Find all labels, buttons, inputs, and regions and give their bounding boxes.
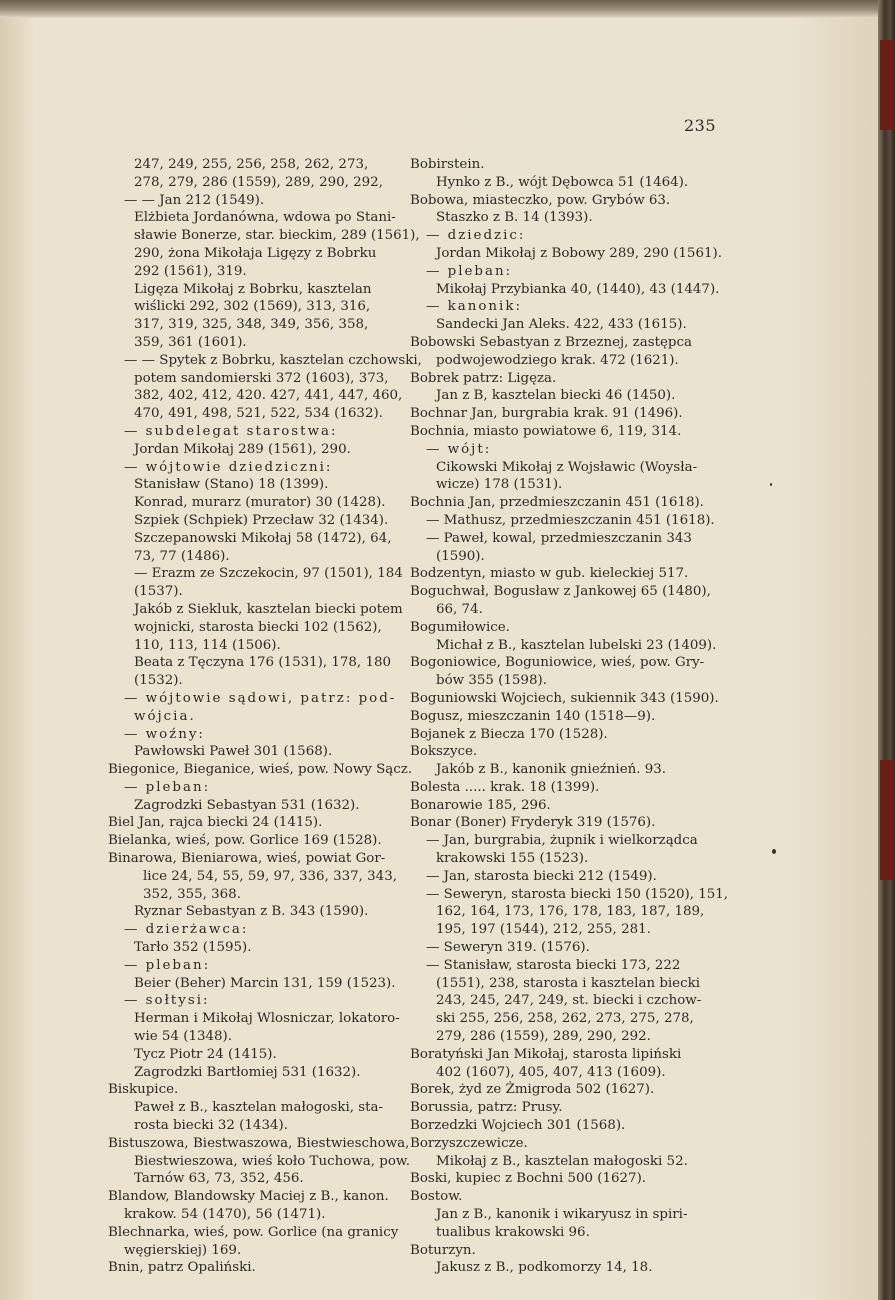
index-entry: 292 (1561), 319. [134,263,247,279]
index-entry: 279, 286 (1559), 289, 290, 292. [436,1029,651,1045]
index-entry: Bojanek z Biecza 170 (1528). [410,726,608,742]
index-entry: wojnicki, starosta biecki 102 (1562), [134,619,382,635]
index-entry: — pleban: [426,263,513,279]
index-entry: Konrad, murarz (murator) 30 (1428). [134,495,386,511]
index-entry: 66, 74. [436,601,483,617]
index-entry: Ligęza Mikołaj z Bobrku, kasztelan [134,281,372,297]
index-entry: Bobrek patrz: Ligęza. [410,370,557,386]
index-entry: Bochnia, miasto powiatowe 6, 119, 314. [410,423,682,439]
index-entry: Jakusz z B., podkomorzy 14, 18. [436,1260,653,1276]
index-entry: Mikołaj Przybianka 40, (1440), 43 (1447). [436,281,720,297]
index-entry: Blandow, Blandowsky Maciej z B., kanon. [108,1189,389,1205]
index-entry: — subdelegat starostwa: [124,423,338,439]
index-entry: Jan z B, kasztelan biecki 46 (1450). [436,388,676,404]
index-entry: Elżbieta Jordanówna, wdowa po Stani- [134,210,396,226]
ink-speck [770,483,772,486]
index-entry: krakow. 54 (1470), 56 (1471). [124,1207,326,1223]
index-entry: wie 54 (1348). [134,1029,233,1045]
index-entry: Boguchwał, Bogusław z Jankowej 65 (1480), [410,584,711,600]
index-entry: — pleban: [124,957,211,973]
index-entry: — Paweł, kowal, przedmieszczanin 343 [426,530,692,546]
index-entry: — — Jan 212 (1549). [124,192,265,208]
index-entry: krakowski 155 (1523). [436,851,589,867]
index-entry: Bogusz, mieszczanin 140 (1518—9). [410,708,656,724]
index-entry: Sandecki Jan Aleks. 422, 433 (1615). [436,317,687,333]
index-entry: Bobowski Sebastyan z Brzeznej, zastępca [410,334,692,350]
index-entry: wiślicki 292, 302 (1569), 313, 316, [134,299,371,315]
index-entry: Jakób z Siekluk, kasztelan biecki potem [134,601,403,617]
index-entry: potem sandomierski 372 (1603), 373, [134,370,389,386]
index-entry: Jakób z B., kanonik gnieźnień. 93. [436,762,667,778]
index-entry: Bogoniowice, Boguniowice, wieś, pow. Gry- [410,655,705,671]
index-entry: lice 24, 54, 55, 59, 97, 336, 337, 343, [143,868,397,884]
index-entry: — wójtowie dziedziczni: [124,459,333,475]
index-entry: 317, 319, 325, 348, 349, 356, 358, [134,317,369,333]
index-entry: Bokszyce. [410,744,478,760]
index-entry: (1551), 238, starosta i kasztelan biecki [436,975,700,991]
index-entry: Binarowa, Bieniarowa, wieś, powiat Gor- [108,851,386,867]
index-entry: 247, 249, 255, 256, 258, 262, 273, [134,157,369,172]
index-entry: Szczepanowski Mikołaj 58 (1472), 64, [134,530,392,546]
index-entry: Bochnia Jan, przedmieszczanin 451 (1618). [410,495,704,511]
index-entry: Bogumiłowice. [410,619,510,635]
index-entry: Paweł z B., kasztelan małogoski, sta- [134,1100,384,1116]
index-entry: Tarło 352 (1595). [134,940,252,956]
index-entry: Mikołaj z B., kasztelan małogoski 52. [436,1153,688,1169]
index-entry: 402 (1607), 405, 407, 413 (1609). [436,1064,666,1080]
index-entry: 110, 113, 114 (1506). [134,637,281,653]
index-entry: Hynko z B., wójt Dębowca 51 (1464). [436,174,689,190]
index-entry: tualibus krakowski 96. [436,1224,590,1240]
index-entry: — dzierżawca: [124,922,249,938]
index-entry: sławie Bonerze, star. bieckim, 289 (1561), [134,228,420,244]
index-entry: Bobirstein. [410,157,485,172]
book-edge [878,0,895,1300]
index-entry: Bochnar Jan, burgrabia krak. 91 (1496). [410,406,683,422]
ink-speck [772,849,776,854]
edge-tab [880,40,894,130]
index-entry: 243, 245, 247, 249, st. biecki i czchow- [436,993,702,1009]
index-entry: Staszko z B. 14 (1393). [436,210,593,226]
index-entry: podwojewodziego krak. 472 (1621). [436,352,679,368]
index-entry: — Seweryn 319. (1576). [426,940,590,956]
index-entry: — — Spytek z Bobrku, kasztelan czchowski, [124,352,422,368]
index-entry: — wójtowie sądowi, patrz: pod- [124,690,397,706]
index-entry: — sołtysi: [124,993,210,1009]
index-entry: Boturzyn. [410,1242,476,1258]
index-entry: Szpiek (Schpiek) Przecław 32 (1434). [134,512,389,528]
index-entry: Ryznar Sebastyan z B. 343 (1590). [134,904,369,920]
index-entry: 359, 361 (1601). [134,334,247,350]
index-entry: Zagrodzki Bartłomiej 531 (1632). [134,1064,361,1080]
index-column-right [410,156,729,1277]
index-entry: Pawłowski Paweł 301 (1568). [134,744,333,760]
index-entry: Boguniowski Wojciech, sukiennik 343 (1590). [410,690,719,706]
index-entry: Beata z Tęczyna 176 (1531), 178, 180 [134,655,392,671]
index-entry: Biel Jan, rajca biecki 24 (1415). [108,815,323,831]
index-entry: — Erazm ze Szczekocin, 97 (1501), 184 [134,566,403,582]
index-entry: Boratyński Jan Mikołaj, starosta lipiński [410,1046,682,1062]
index-entry: 162, 164, 173, 176, 178, 183, 187, 189, [436,904,705,920]
index-entry: Tycz Piotr 24 (1415). [134,1046,277,1062]
page-number: 235 [684,116,717,135]
index-entry: Borzedzki Wojciech 301 (1568). [410,1118,626,1134]
index-entry: Jordan Mikołaj z Bobowy 289, 290 (1561). [436,245,722,261]
index-entry: — Seweryn, starosta biecki 150 (1520), 151, [426,886,729,902]
index-entry: Biegonice, Bieganice, wieś, pow. Nowy Sącz. [108,762,413,778]
index-entry: Herman i Mikołaj Wlosniczar, lokatoro- [134,1011,400,1027]
index-entry: (1537). [134,584,183,600]
index-entry: bów 355 (1598). [436,673,547,689]
index-entry: Blechnarka, wieś, pow. Gorlice (na granicy [108,1224,399,1240]
index-entry: ski 255, 256, 258, 262, 273, 275, 278, [436,1011,694,1027]
index-entry: Bodzentyn, miasto w gub. kieleckiej 517. [410,566,689,582]
index-entry: węgierskiej) 169. [124,1242,242,1258]
index-entry: Tarnów 63, 73, 352, 456. [134,1171,304,1187]
edge-tab [880,760,894,880]
index-entry: wójcia. [134,708,196,724]
index-entry: — dziedzic: [426,228,526,244]
index-entry: 195, 197 (1544), 212, 255, 281. [436,922,651,938]
index-entry: rosta biecki 32 (1434). [134,1118,288,1134]
index-entry: Borussia, patrz: Prusy. [410,1100,563,1116]
index-entry: 470, 491, 498, 521, 522, 534 (1632). [134,406,383,422]
index-entry: Borzyszczewicze. [410,1135,528,1151]
index-column-left [108,156,422,1277]
index-entry: — Jan, starosta biecki 212 (1549). [426,868,657,884]
index-entry: 290, żona Mikołaja Ligęzy z Bobrku [134,245,377,261]
index-entry: — Stanisław, starosta biecki 173, 222 [426,957,681,973]
index-entry: Bonarowie 185, 296. [410,797,551,813]
index-entry: — woźny: [124,726,205,742]
index-entry: (1532). [134,673,183,689]
index-entry: Zagrodzki Sebastyan 531 (1632). [134,797,360,813]
index-entry: Bonar (Boner) Fryderyk 319 (1576). [410,815,656,831]
index-entry: Cikowski Mikołaj z Wojsławic (Woysła- [436,459,698,475]
index-entry: — kanonik: [426,299,522,315]
page-top-shadow [0,0,878,18]
index-entry: — pleban: [124,779,211,795]
index-entry: — Mathusz, przedmieszczanin 451 (1618). [426,512,715,528]
index-entry: wicze) 178 (1531). [436,477,563,493]
index-entry: Bobowa, miasteczko, pow. Grybów 63. [410,192,671,208]
index-entry: Bolesta ..... krak. 18 (1399). [410,779,600,795]
index-entry: 382, 402, 412, 420. 427, 441, 447, 460, [134,388,403,404]
index-entry: Michał z B., kasztelan lubelski 23 (1409). [436,637,717,653]
index-entry: — Jan, burgrabia, żupnik i wielkorządca [426,833,698,849]
index-entry: Bielanka, wieś, pow. Gorlice 169 (1528). [108,833,382,849]
index-entry: Jordan Mikołaj 289 (1561), 290. [134,441,351,457]
index-entry: — wójt: [426,441,492,457]
index-entry: Jan z B., kanonik i wikaryusz in spiri- [436,1207,688,1223]
index-entry: Biskupice. [108,1082,179,1098]
index-entry: 352, 355, 368. [143,886,241,902]
index-entry: 278, 279, 286 (1559), 289, 290, 292, [134,174,383,190]
index-entry: Bostow. [410,1189,463,1205]
index-entry: Stanisław (Stano) 18 (1399). [134,477,329,493]
index-entry: Bnin, patrz Opaliński. [108,1260,256,1276]
index-entry: Beier (Beher) Marcin 131, 159 (1523). [134,975,396,991]
index-entry: Biestwieszowa, wieś koło Tuchowa, pow. [134,1153,411,1169]
index-entry: Borek, żyd ze Żmigroda 502 (1627). [410,1082,655,1098]
index-entry: Bistuszowa, Biestwaszowa, Biestwieschowa, [108,1135,410,1151]
index-entry: 73, 77 (1486). [134,548,230,564]
index-entry: (1590). [436,548,485,564]
index-entry: Boski, kupiec z Bochni 500 (1627). [410,1171,647,1187]
